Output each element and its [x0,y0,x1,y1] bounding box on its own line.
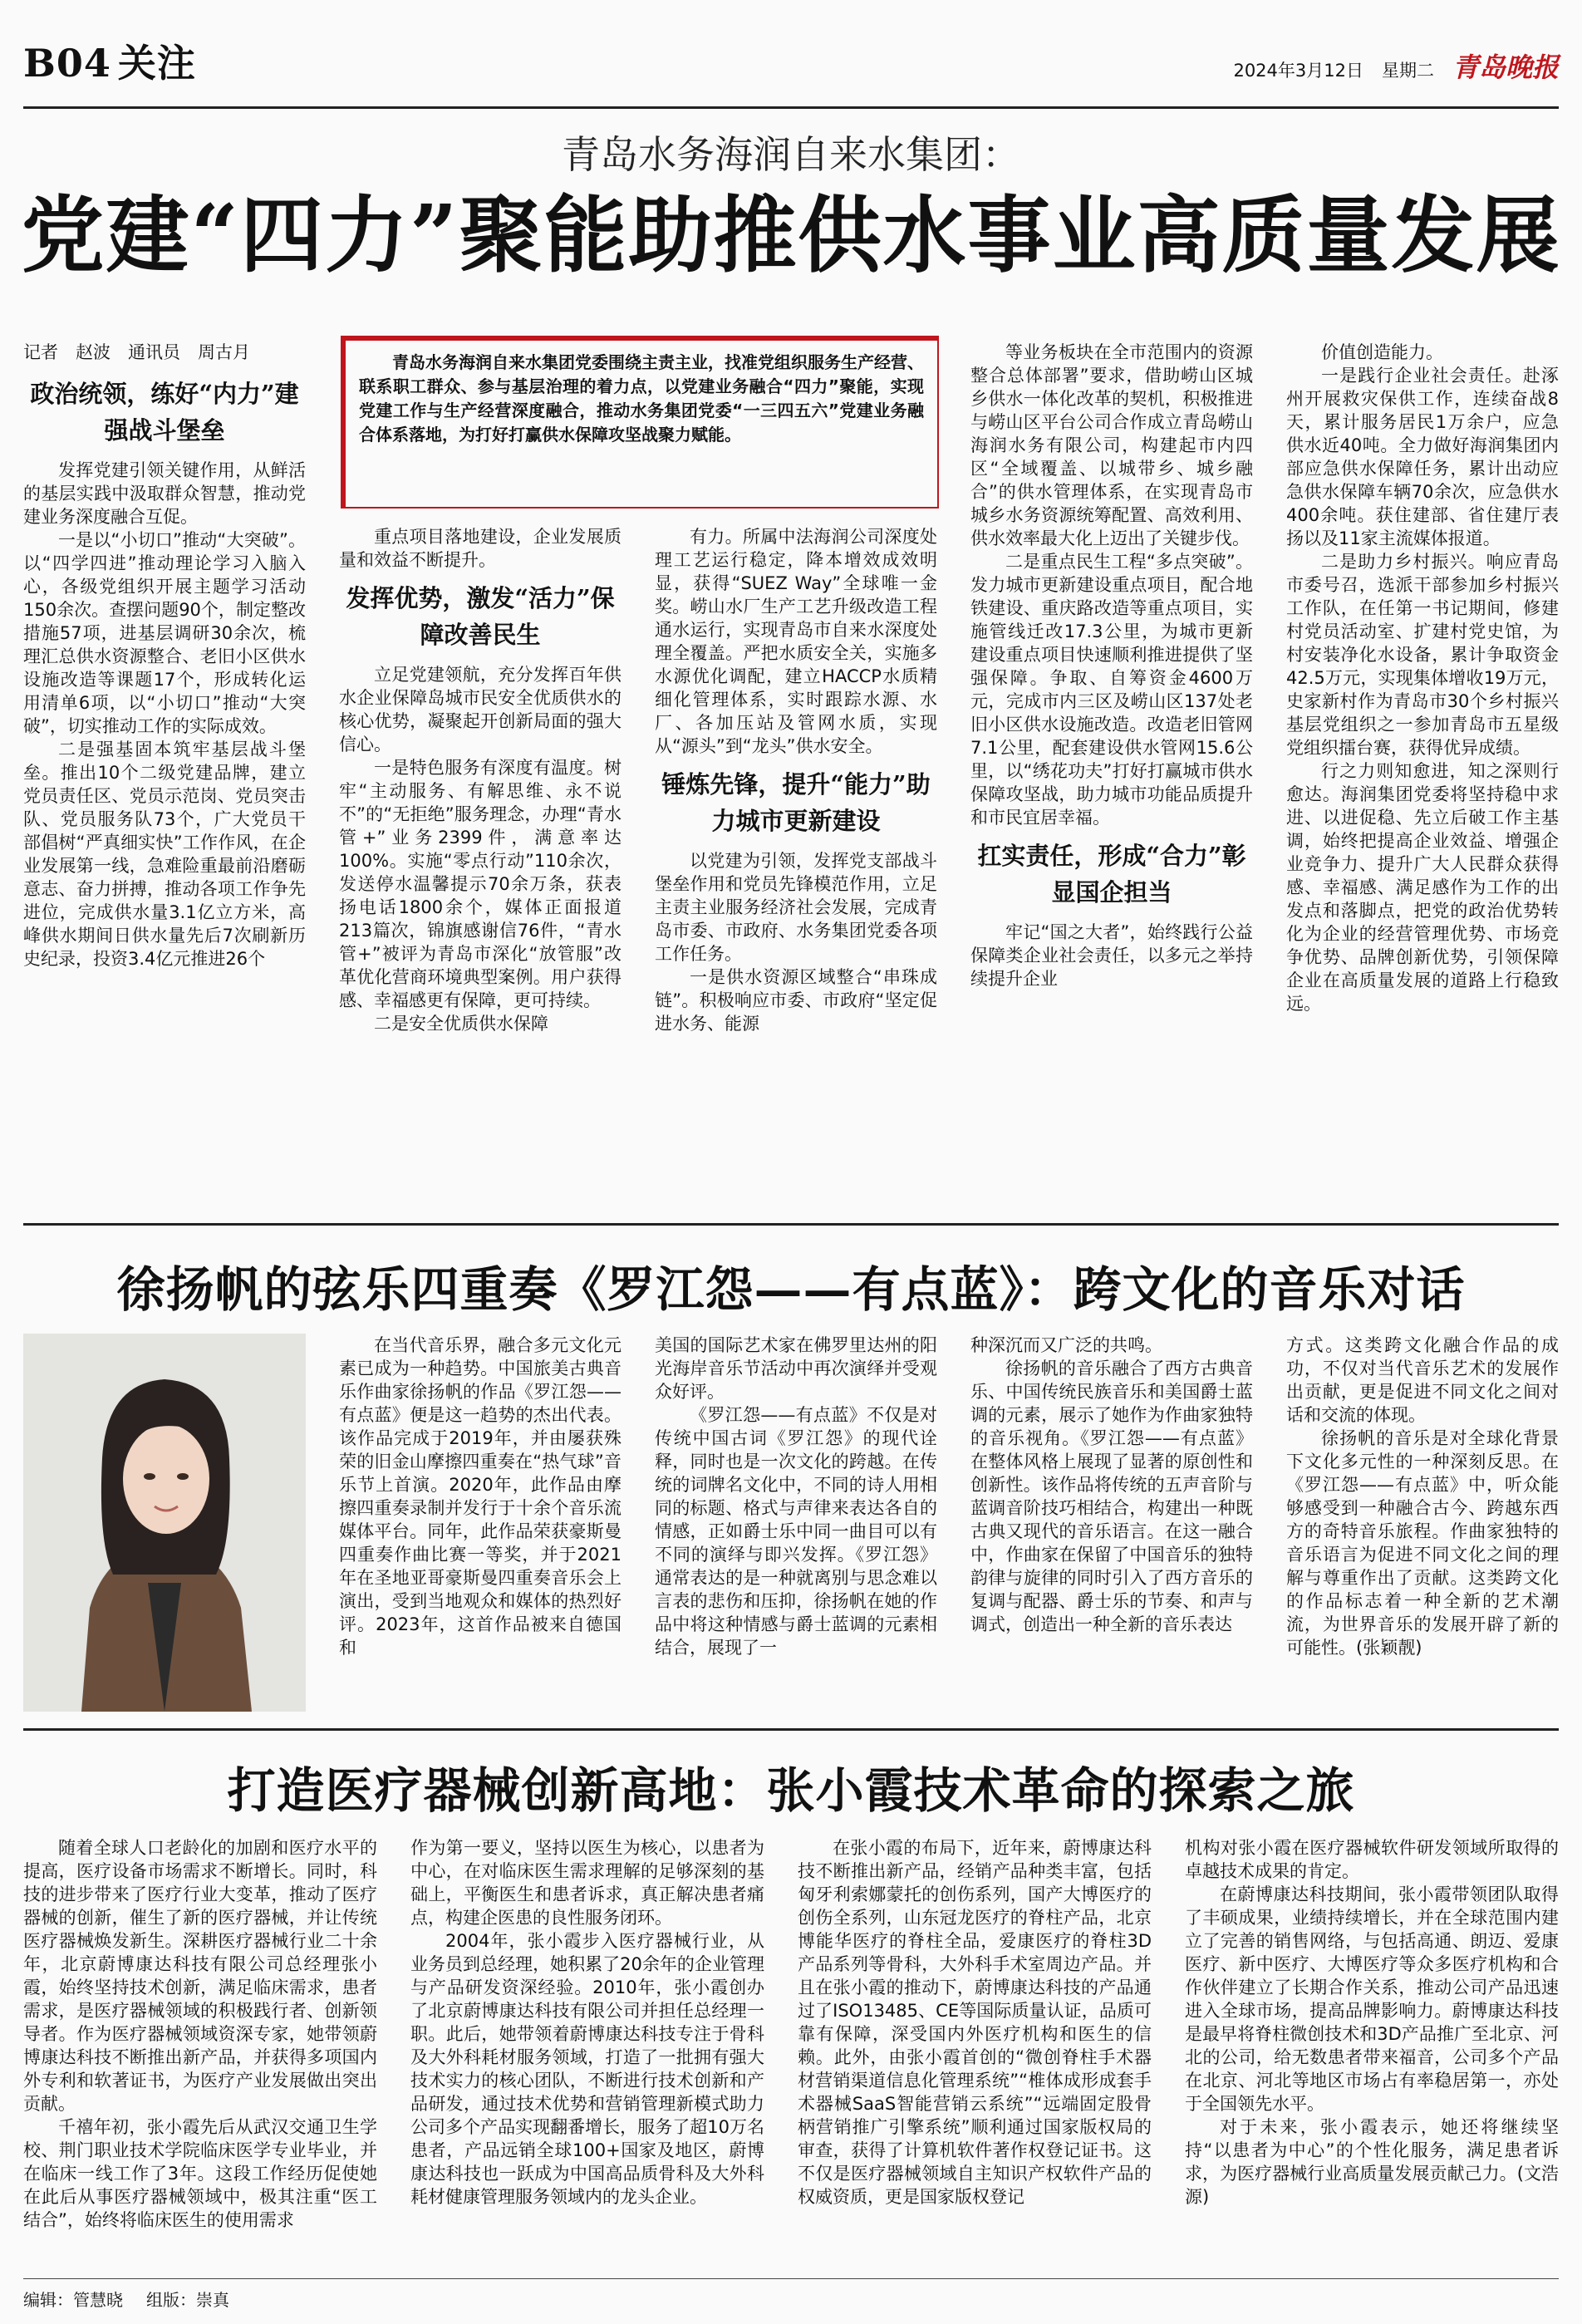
article2-column-2 [655,1334,937,1716]
article3-column-1 [23,1836,377,2277]
article3-column-4 [1185,1836,1559,2277]
newspaper-logo: 青岛晚报 [1452,52,1559,83]
footer-divider [23,2278,1559,2279]
issue-date: 2024年3月12日 [1233,61,1363,81]
paragraph: 机构对张小霞在医疗器械软件研发领域所取得的卓越技术成果的肯定。 [1185,1838,1559,1881]
article1-subhead-4: 扛实责任，形成“合力”彰显国企担当 [977,842,1246,907]
portrait-photo [23,1334,306,1712]
page-footer [23,2287,229,2311]
article2-column-1 [339,1334,622,1716]
article2-signature: (张颖靓) [1356,1638,1422,1658]
paragraph: 以党建为引领，发挥党支部战斗堡垒作用和党员先锋模范作用，立足主责主业服务经济社会发展，完成青岛市委、市政府、水务集团党委各项工作任务。 [655,851,937,964]
article2-headline: 徐扬帆的弦乐四重奏《罗江怨——有点蓝》：跨文化的音乐对话 [116,1261,1466,1318]
article3-column-2 [410,1836,764,2277]
editor-credit: 编辑：管慧晓 [23,2290,123,2310]
paragraph: 美国的国际艺术家在佛罗里达州的阳光海岸音乐节活动中再次演绎并受观众好评。 [655,1335,937,1402]
article2-column-3 [970,1334,1253,1716]
paragraph: 二是强基固本筑牢基层战斗堡垒。推出10个二级党建品牌，建立党员责任区、党员示范岗、党员突击队、党员服务队73个，广大党员干部倡树“严真细实快”工作作风，在企业发展第一线，急难险重最前沿磨砺意志、奋力拼搏，推动各项工作争先进位，完成供水量3.1亿立方米，高峰供水期间日供水量先后7次刷新历史纪录，投资3.4亿元推进26个 [23,739,306,969]
paragraph: 作为第一要义，坚持以医生为核心，以患者为中心，在对临床医生需求理解的足够深刻的基础上，平衡医生和患者诉求，真正解决患者痛点，构建企医患的良性服务闭环。 [410,1838,764,1928]
article1-column-2 [339,525,622,1281]
article1-headline: 党建“四力”聚能助推供水事业高质量发展 [21,186,1561,284]
page-section: 关注 [117,41,196,86]
article1-subhead-1: 政治统领，练好“内力”建强战斗堡垒 [30,380,299,445]
issue-weekday: 星期二 [1381,61,1434,81]
paragraph: 行之力则知愈进，知之深则行愈达。海润集团党委将坚持稳中求进、以进促稳、先立后破工作主基调，始终把提高企业效益、增强企业竞争力、提升广大人民群众获得感、幸福感、满足感作为工作的出发点和落脚点，把党的政治优势转化为企业的经营管理优势、市场竞争优势、品牌创新优势，引领保障企业在高质量发展的道路上行稳致远。 [1286,761,1559,1014]
paragraph: 千禧年初，张小霞先后从武汉交通卫生学校、荆门职业技术学院临床医学专业毕业，并在临床一线工作了3年。这段工作经历促使她在此后从事医疗器械领域中，极其注重“医工结合”，始终将临床医生的使用需求 [23,2117,377,2230]
article3-signature: (文浩源) [1185,2164,1559,2207]
masthead [23,33,1559,100]
paragraph: 在蔚博康达科技期间，张小霞带领团队取得了丰硕成果，业绩持续增长，并在全球范围内建立了完善的销售网络，与包括高通、朗迈、爱康医疗、新中医疗、大博医疗等众多医疗机构和合作伙伴建立了长期合作关系，推动公司产品迅速进入全球市场，提高品牌影响力。蔚博康达科技是最早将脊柱微创技术和3D产品推广至北京、河北的公司，给无数患者带来福音，公司多个产品在北京、河北等地区市场占有率稳居第一，亦处于全国领先水平。 [1185,1884,1559,2114]
paragraph: 一是供水资源区域整合“串珠成链”。积极响应市委、市政府“坚定促进水务、能源 [655,967,937,1034]
article1-column-1 [23,341,306,1280]
paragraph: 一是特色服务有深度有温度。树牢“主动服务、有解思维、永不说不”的“无拒绝”服务理念，办理“青水管+”业务2399件，满意率达100%。实施“零点行动”110余次，发送停水温馨提示70余万条，获表扬电话1800余个，媒体正面报道213篇次，锦旗感谢信76件，“青水管+”被评为青岛市深化“放管服”改革优化营商环境典型案例。用户获得感、幸福感更有保障，更可持续。 [339,758,622,1010]
paragraph: 随着全球人口老龄化的加剧和医疗水平的提高，医疗设备市场需求不断增长。同时，科技的进步带来了医疗行业大变革，推动了医疗器械的创新，催生了新的医疗器械，并让传统医疗器械焕发新生。深耕医疗器械行业二十余年，北京蔚博康达科技有限公司总经理张小霞，始终坚持技术创新，满足临床需求，患者需求，是医疗器械领域的积极践行者、创新领导者。作为医疗器械领域资深专家，她带领蔚博康达科技不断推出新产品，并获得多项国内外专利和软著证书，为医疗产业发展做出突出贡献。 [23,1838,377,2114]
paragraph: 一是以“小切口”推动“大突破”。以“四学四进”推动理论学习入脑入心，各级党组织开展主题学习活动150余次。查摆问题90个，制定整改措施57项，进基层调研30余次，梳理汇总供水资源整合、老旧小区供水设施改造等课题17个，形成转化运用清单6项，以“小切口”推动“大突破”，切实推动工作的实际成效。 [23,530,306,736]
page-code [23,33,196,88]
article3-column-3 [798,1836,1152,2277]
page-number: B04 [23,41,111,86]
article1-subhead-3: 锤炼先锋，提升“能力”助力城市更新建设 [661,770,931,835]
paragraph: 二是助力乡村振兴。响应青岛市委号召，选派干部参加乡村振兴工作队，在任第一书记期间，修建村党员活动室、扩建村党史馆，为村安装净化水设备，累计争取资金42.5万元，实现集体增收19万元，史家新村作为青岛市30个乡村振兴基层党组织之一参加青岛市五星级党组织擂台赛，获得优异成绩。 [1286,552,1559,758]
masthead-info [1233,47,1559,85]
paragraph: 等业务板块在全市范围内的资源整合总体部署”要求，借助崂山区城乡供水一体化改革的契机，积极推进与崂山区平台公司合作成立青岛崂山海润水务有限公司，构建起市内四区“全域覆盖、以城带乡、城乡融合”的供水管理体系，在实现青岛市城乡水务资源统筹配置、高效利用、供水效率最大化上迈出了关键步伐。 [970,342,1253,548]
paragraph: 价值创造能力。 [1321,342,1443,362]
article-divider [23,1223,1559,1226]
paragraph: 种深沉而又广泛的共鸣。 [970,1335,1162,1355]
article3-headline: 打造医疗器械创新高地：张小霞技术革命的探索之旅 [227,1762,1355,1819]
layout-credit: 组版：崇真 [146,2290,229,2310]
article1-byline: 记者 赵波 通讯员 周古月 [23,342,250,362]
article-divider [23,1728,1559,1731]
article1-kicker: 青岛水务海润自来水集团： [562,132,1020,177]
paragraph: 在张小霞的布局下，近年来，蔚博康达科技不断推出新产品，经销产品种类丰富，包括匈牙利索娜蒙托的创伤系列，国产大博医疗的创伤全系列，山东冠龙医疗的脊柱产品，北京博能华医疗的脊柱全品，爱康医疗的脊柱3D产品系列等骨科，大外科手术室周边产品。并且在张小霞的推动下，蔚博康达科技的产品通过了ISO13485、CE等国际质量认证，品质可靠有保障，深受国内外医疗机构和医生的信赖。此外，由张小霞首创的“微创脊柱手术器材营销渠道信息化管理系统”“椎体成形成套手术器械SaaS智能营销云系统”“远端固定股骨柄营销推广引擎系统”顺利通过国家版权局的审查，获得了计算机软件著作权登记证书。这不仅是医疗器械领域自主知识产权软件产品的权威资质，更是国家版权登记 [798,1838,1152,2207]
paragraph [1286,1427,1559,1659]
paragraph-text: 对于未来，张小霞表示，她还将继续坚持“以患者为中心”的个性化服务，满足患者诉求，为医疗器械行业高质量发展贡献己力。 [1185,2117,1559,2184]
paragraph: 立足党建领航，充分发挥百年供水企业保障岛城市民安全优质供水的核心优势，凝聚起开创新局面的强大信心。 [339,665,622,754]
paragraph: 牢记“国之大者”，始终践行公益保障类企业社会责任，以多元之举持续提升企业 [970,922,1253,989]
article1-subhead-2: 发挥优势，激发“活力”保障改善民生 [346,584,615,649]
article1-column-4 [970,341,1253,1280]
paragraph: 有力。所属中法海润公司深度处理工艺运行稳定，降本增效成效明显，获得“SUEZ Way”全球唯一金奖。崂山水厂生产工艺升级改造工程通水运行，实现青岛市自来水深度处理全覆盖。严把水质安全关，实施多水源优化调配，建立HACCP水质精细化管理体系，实时跟踪水源、水厂、各加压站及管网水质，实现从“源头”到“龙头”供水安全。 [655,527,937,756]
paragraph: 方式。这类跨文化融合作品的成功，不仅对当代音乐艺术的发展作出贡献，更是促进不同文化之间对话和交流的体现。 [1286,1335,1559,1425]
paragraph: 徐扬帆的音乐融合了西方古典音乐、中国传统民族音乐和美国爵士蓝调的元素，展示了她作为作曲家独特的音乐视角。《罗江怨——有点蓝》在整体风格上展现了显著的原创性和创新性。该作品将传统的五声音阶与蓝调音阶技巧相结合，构建出一种既古典又现代的音乐语言。在这一融合中，作曲家在保留了中国音乐的独特韵律与旋律的同时引入了西方音乐的复调与配器、爵士乐的节奏、和声与调式，创造出一种全新的音乐表达 [970,1359,1253,1634]
paragraph [1185,2115,1559,2209]
paragraph: 一是践行企业社会责任。赴涿州开展救灾保供工作，连续奋战8天，累计服务居民1万余户，应急供水近40吨。全力做好海润集团内部应急供水保障任务，累计出动应急供水保障车辆70余次，应急供水400余吨。获住建部、省住建厅表扬以及11家主流媒体报道。 [1286,366,1559,548]
paragraph: 二是重点民生工程“多点突破”。发力城市更新建设重点项目，配合地铁建设、重庆路改造等重点项目，实施管线迁改17.3公里，为城市更新建设重点项目快速顺利推进提供了坚强保障。争取、自筹资金4600万元，完成市内三区及崂山区137处老旧小区供水设施改造。改造老旧管网7.1公里，配套建设供水管网15.6公里，以“绣花功夫”打好打赢城市供水保障攻坚战，助力城市功能品质提升和市民宜居幸福。 [970,552,1253,828]
article2-column-4 [1286,1334,1559,1716]
article1-column-5 [1286,341,1559,1280]
paragraph: 在当代音乐界，融合多元文化元素已成为一种趋势。中国旅美古典音乐作曲家徐扬帆的作品《罗江怨——有点蓝》便是这一趋势的杰出代表。该作品完成于2019年，并由屡获殊荣的旧金山摩擦四重奏在“热气球”音乐节上首演。2020年，此作品由摩擦四重奏录制并发行于十余个音乐流媒体平台。同年，此作品荣获豪斯曼四重奏作曲比赛一等奖，并于2021年在圣地亚哥豪斯曼四重奏音乐会上演出，受到当地观众和媒体的热烈好评。2023年，这首作品被来自德国和 [339,1335,622,1658]
paragraph-text: 徐扬帆的音乐是对全球化背景下文化多元性的一种深刻反思。在《罗江怨——有点蓝》中，听众能够感受到一种融合古今、跨越东西方的奇特音乐旅程。作曲家独特的音乐语言为促进不同文化之间的理解与尊重作出了贡献。这类跨文化的作品标志着一种全新的艺术潮流，为世界音乐的发展开辟了新的可能性。 [1286,1428,1559,1658]
article1-lead: 青岛水务海润自来水集团党委围绕主责主业，找准党组织服务生产经营、联系职工群众、参与基层治理的着力点，以党建业务融合“四力”聚能，实现党建工作与生产经营深度融合，推动水务集团党委“一三四五六”党建业务融合体系落地，为打好打赢供水保障攻坚战聚力赋能。 [341,336,939,509]
paragraph: 《罗江怨——有点蓝》不仅是对传统中国古词《罗江怨》的现代诠释，同时也是一次文化的跨越。在传统的词牌名文化中，不同的诗人用相同的标题、格式与声律来表达各自的情感，正如爵士乐中同一曲目可以有不同的演绎与即兴发挥。《罗江怨》通常表达的是一种就离别与思念难以言表的悲伤和压抑，徐扬帆在她的作品中将这种情感与爵士蓝调的元素相结合，展现了一 [655,1405,937,1658]
article1-column-3 [655,525,937,1281]
paragraph: 二是安全优质供水保障 [374,1014,548,1034]
paragraph: 发挥党建引领关键作用，从鲜活的基层实践中汲取群众智慧，推动党建业务深度融合互促。 [23,460,306,527]
portrait-illustration [23,1334,306,1712]
masthead-divider [23,106,1559,109]
paragraph: 重点项目落地建设，企业发展质量和效益不断提升。 [339,527,622,570]
paragraph: 2004年，张小霞步入医疗器械行业，从业务员到总经理，她积累了20余年的企业管理与产品研发资深经验。2010年，张小霞创办了北京蔚博康达科技有限公司并担任总经理一职。此后，她带领着蔚博康达科技专注于骨科及大外科耗材服务领域，打造了一批拥有强大技术实力的核心团队，不断进行技术创新和产品研发，通过技术优势和营销管理新模式助力公司多个产品实现翻番增长，服务了超10万名患者，产品远销全球100+国家及地区，蔚博康达科技也一跃成为中国高品质骨科及大外科耗材健康管理服务领域内的龙头企业。 [410,1931,764,2207]
